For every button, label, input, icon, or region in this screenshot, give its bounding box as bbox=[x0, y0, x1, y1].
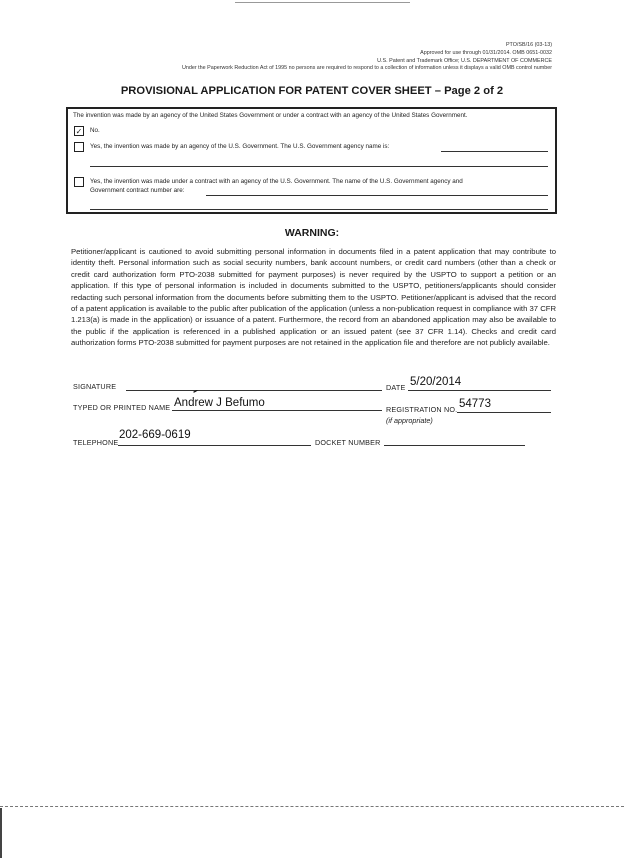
contract-line[interactable] bbox=[206, 195, 548, 196]
date-line[interactable] bbox=[408, 390, 551, 391]
contract-line-2[interactable] bbox=[90, 209, 548, 210]
warning-text: Petitioner/applicant is cautioned to avoid submitting personal information in documents filed in a patent application that may contribute to identity theft. Personal information such as social security numbers, bank account numbers, or credit card numbers (other than a check or credit card authorization form PTO-2038 submitted for payment purposes) is never required by the USPTO to support a petition or an application. If this type of personal information is included in documents submitted to the USPTO, petitioners/applicants should consider redacting such personal information from the documents before submitting them to the USPTO. Petitioner/applicant is advised that the record of a patent application is available to the public after publication of the application (unless a non-publication request in compliance with 37 CFR 1.213(a) is made in the application) or issuance of a patent. Furthermore, the record from an abandoned application may also be available to the public if the application is referenced in a published application or an issued patent (see 37 CFR 1.14). Checks and credit card authorization forms PTO-2038 submitted for payment purposes are not retained in the application file and therefore are not publicly available. bbox=[71, 247, 556, 348]
checkbox-agency[interactable] bbox=[74, 142, 84, 152]
agency-name-line-2[interactable] bbox=[90, 166, 548, 167]
agency-note: U.S. Patent and Trademark Office; U.S. DEPARTMENT OF COMMERCE bbox=[377, 57, 552, 64]
telephone-line[interactable] bbox=[118, 445, 311, 446]
registration-note: (if appropriate) bbox=[386, 416, 433, 425]
page-title: PROVISIONAL APPLICATION FOR PATENT COVER SHEET – Page 2 of 2 bbox=[120, 85, 504, 97]
checkbox-contract[interactable] bbox=[74, 177, 84, 187]
registration-value: 54773 bbox=[459, 398, 491, 410]
option-agency-label: Yes, the invention was made by an agency of the U.S. Government. The U.S. Government agency name is: bbox=[90, 143, 390, 150]
telephone-label: TELEPHONE bbox=[73, 438, 119, 447]
registration-line[interactable] bbox=[457, 412, 551, 413]
gov-intro: The invention was made by an agency of the United States Government or under a contract with an agency of the United States Government. bbox=[73, 112, 468, 119]
registration-label: REGISTRATION NO. bbox=[386, 405, 458, 414]
docket-label: DOCKET NUMBER bbox=[315, 438, 381, 447]
option-contract-label-1: Yes, the invention was made under a contract with an agency of the U.S. Government. The name of the U.S. Government agency and bbox=[90, 178, 463, 185]
telephone-value: 202-669-0619 bbox=[119, 429, 191, 441]
approval-note: Approved for use through 01/31/2014. OMB 0651-0032 bbox=[420, 49, 552, 56]
government-interest-box bbox=[66, 107, 557, 214]
scan-bottom-edge bbox=[0, 806, 624, 807]
agency-name-line[interactable] bbox=[441, 151, 548, 152]
checkbox-no[interactable] bbox=[74, 126, 84, 136]
checkmark-icon: ✓ bbox=[75, 127, 83, 136]
name-label: TYPED OR PRINTED NAME bbox=[73, 403, 171, 412]
option-no-label: No. bbox=[90, 127, 100, 134]
warning-heading: WARNING: bbox=[284, 227, 340, 239]
form-id: PTO/SB/16 (03-13) bbox=[505, 42, 552, 48]
scan-top-edge bbox=[235, 2, 410, 3]
date-label: DATE bbox=[386, 383, 406, 392]
option-contract-label-2: Government contract number are: bbox=[90, 187, 185, 194]
paperwork-note: Under the Paperwork Reduction Act of 1995 no persons are required to respond to a collection of information unless it displays a valid OMB control number bbox=[181, 65, 552, 72]
name-line[interactable] bbox=[172, 410, 382, 411]
docket-line[interactable] bbox=[384, 445, 525, 446]
signature-label: SIGNATURE bbox=[73, 382, 117, 391]
scan-left-edge bbox=[0, 808, 2, 858]
date-value: 5/20/2014 bbox=[410, 376, 462, 388]
name-value: Andrew J Befumo bbox=[174, 397, 265, 409]
form-header bbox=[182, 42, 552, 73]
